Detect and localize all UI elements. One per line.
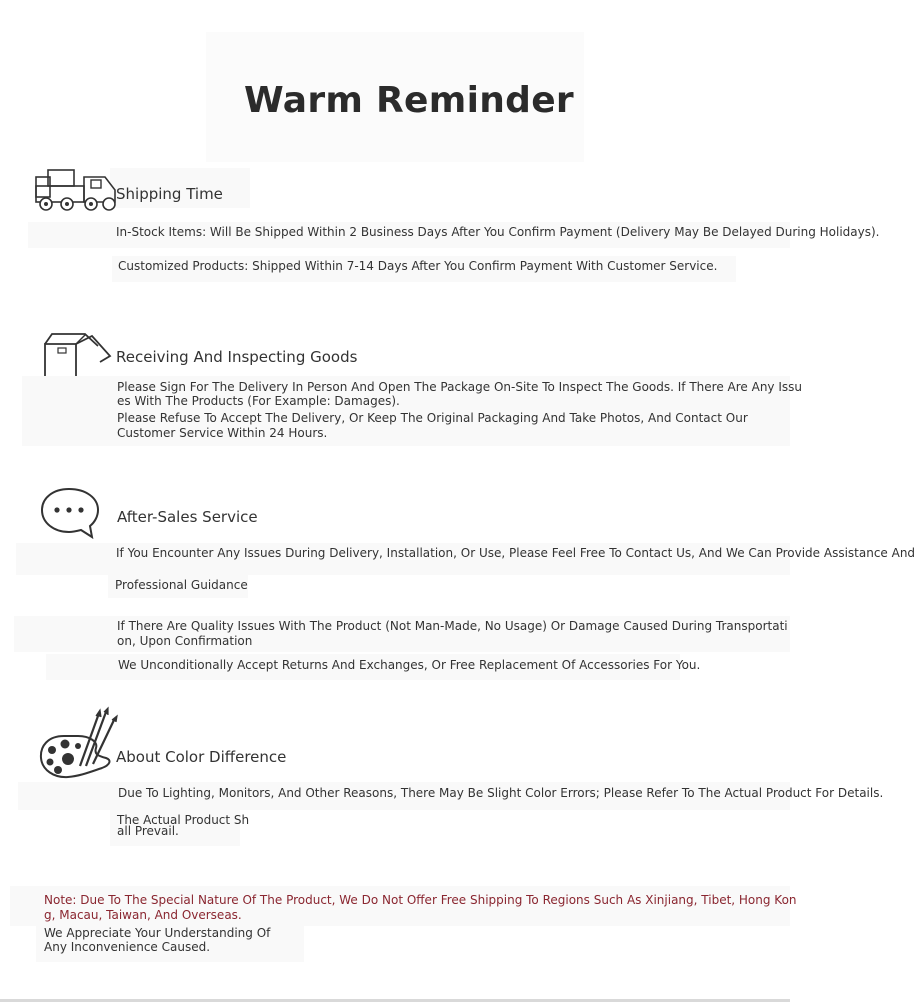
after-sales-line-2: Professional Guidance — [115, 578, 248, 592]
after-sales-line-1: If You Encounter Any Issues During Delivery, Installation, Or Use, Please Feel Free To Contact Us, And We Can Provide Assistance And — [116, 546, 915, 560]
truck-icon — [33, 168, 125, 218]
section-heading-after-sales: After-Sales Service — [117, 508, 258, 526]
after-sales-line-3: If There Are Quality Issues With The Product (Not Man-Made, No Usage) Or Damage Caused During Transportati — [117, 619, 788, 633]
section-heading-receiving: Receiving And Inspecting Goods — [116, 348, 358, 366]
section-heading-color: About Color Difference — [116, 748, 287, 766]
shipping-line-1: In-Stock Items: Will Be Shipped Within 2 Business Days After You Confirm Payment (Delivery May Be Delayed During Holidays). — [116, 225, 880, 239]
section-heading-shipping: Shipping Time — [116, 185, 223, 203]
color-line-2: The Actual Product Sh — [117, 813, 250, 827]
receiving-line-4: Customer Service Within 24 Hours. — [117, 426, 328, 440]
closing-line-1: We Appreciate Your Understanding Of — [44, 926, 271, 940]
page-title: Warm Reminder — [244, 80, 574, 121]
after-sales-line-5: We Unconditionally Accept Returns And Exchanges, Or Free Replacement Of Accessories For You. — [118, 658, 701, 672]
palette-icon — [38, 708, 118, 784]
receiving-line-1: Please Sign For The Delivery In Person And Open The Package On-Site To Inspect The Goods. If There Are Any Issu — [117, 380, 802, 394]
chat-bubble-icon — [40, 486, 102, 546]
color-line-3: all Prevail. — [117, 824, 179, 838]
color-line-1: Due To Lighting, Monitors, And Other Reasons, There May Be Slight Color Errors; Please Refer To The Actual Product For Details. — [118, 786, 884, 800]
after-sales-line-4: on, Upon Confirmation — [117, 634, 253, 648]
closing-line-2: Any Inconvenience Caused. — [44, 940, 211, 954]
receiving-line-3: Please Refuse To Accept The Delivery, Or Keep The Original Packaging And Take Photos, And Contact Our — [117, 411, 748, 425]
shipping-line-2: Customized Products: Shipped Within 7-14 Days After You Confirm Payment With Customer Service. — [118, 259, 718, 273]
note-line-1: Note: Due To The Special Nature Of The Product, We Do Not Offer Free Shipping To Regions Such As Xinjiang, Tibet, Hong Kon — [44, 893, 797, 907]
note-line-2: g, Macau, Taiwan, And Overseas. — [44, 908, 242, 922]
receiving-line-2: es With The Products (For Example: Damages). — [117, 394, 400, 408]
